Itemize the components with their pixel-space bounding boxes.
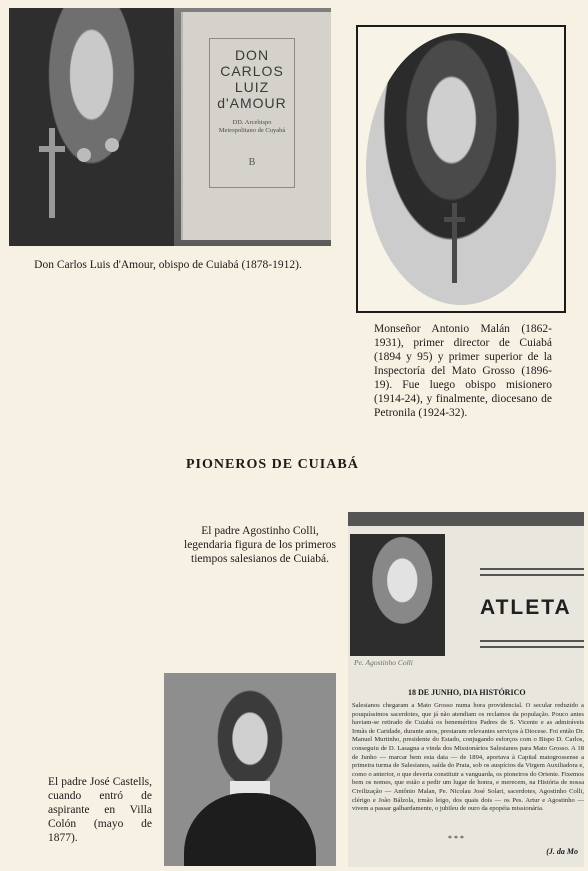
article-title: 18 DE JUNHO, DIA HISTÓRICO	[408, 688, 526, 697]
card-title: DON CARLOS LUIZ d'AMOUR	[217, 47, 287, 111]
divider	[480, 646, 584, 648]
article-body: Salesianos chegaram a Mato Grosso numa hora providencial. O secular reduzido a pouquíssimos sacerdotes, que já não atendiam os reclamos da população. Pouco antes haviam-se retirado de Cuiabá os beneméritos Padres de S. Vicente e as admiráveis Irmãs de Caridade, durante anos, prestaram relevantes serviços à Diocese. Foi então Dr. Manuel Murtinho, presidente do Estado, conjugando esforços com o Bispo D. Carlos, conseguiu de D. Lasagna a vinda dos Missionários Salesianos para Mato Grosso. A 18 de Junho — marcar bem esta data — de 1894, aportava à Capital matogrossense a primeira turma de Salesianos, saída do Prata, sob os auspícios da Virgem Auxiliadora e, como o anterior, o que deveria constituir a vanguarda, os pioneiros do Oriente. Fixemos bem os nomes, que estão a pedir um lugar de honra, e merecem, na História de nossa Civilização — Antônio Malan, Pe. Nicolau José Solari, sacerdotes, Agostinho Colli, clérigo e João Bálzola, irmão leigo, dos quais dois — os Pes. Artur e Agostinho — vivem a passar galhardamente, o jubileu de ouro da epopéia missionária.	[352, 702, 584, 813]
photo-castells	[164, 673, 336, 866]
photo-newspaper	[348, 512, 584, 867]
medal-icon	[77, 148, 91, 162]
photo-amour	[9, 8, 331, 246]
divider	[480, 640, 584, 642]
divider	[480, 574, 584, 576]
caption-amour: Don Carlos Luis d'Amour, obispo de Cuiabá (1878-1912).	[34, 259, 302, 271]
page-heading: PIONEROS DE CUIABÁ	[186, 457, 359, 472]
name-card	[181, 12, 331, 240]
pectoral-cross-icon	[49, 128, 55, 218]
portrait-amour	[9, 8, 174, 246]
photo-malan-frame	[356, 25, 566, 313]
newspaper-portrait-caption: Pe. Agostinho Colli	[354, 658, 413, 667]
medal-icon	[105, 138, 119, 152]
portrait-malan	[366, 33, 556, 305]
card-subtitle: DD. Arcebispo Metropolitano de Cuyabá	[218, 119, 286, 134]
pectoral-cross-icon	[452, 203, 457, 283]
caption-malan: Monseñor Antonio Malán (1862-1931), primer director de Cuiabá (1894 y 95) y primer superior de la Inspectoría del Mato Grosso (1896-19). Fue luego obispo misionero (1914-24), y finalmente, diocesano de Petronila (1924-32).	[374, 323, 552, 419]
newspaper-masthead: ATLETA	[480, 596, 572, 619]
caption-colli: El padre Agostinho Colli, legendaria figura de los primeros tiempos salesianos de Cuiabá.	[184, 525, 336, 565]
divider	[480, 568, 584, 570]
article-stars: * * *	[448, 834, 464, 843]
article-signature: (J. da Mo	[546, 847, 578, 856]
caption-castells: El padre José Castells, cuando entró de aspirante en Villa Colón (mayo de 1877).	[48, 776, 152, 844]
portrait-colli	[350, 534, 445, 656]
page-edge-strip	[348, 512, 584, 526]
card-monogram: B	[248, 157, 256, 168]
